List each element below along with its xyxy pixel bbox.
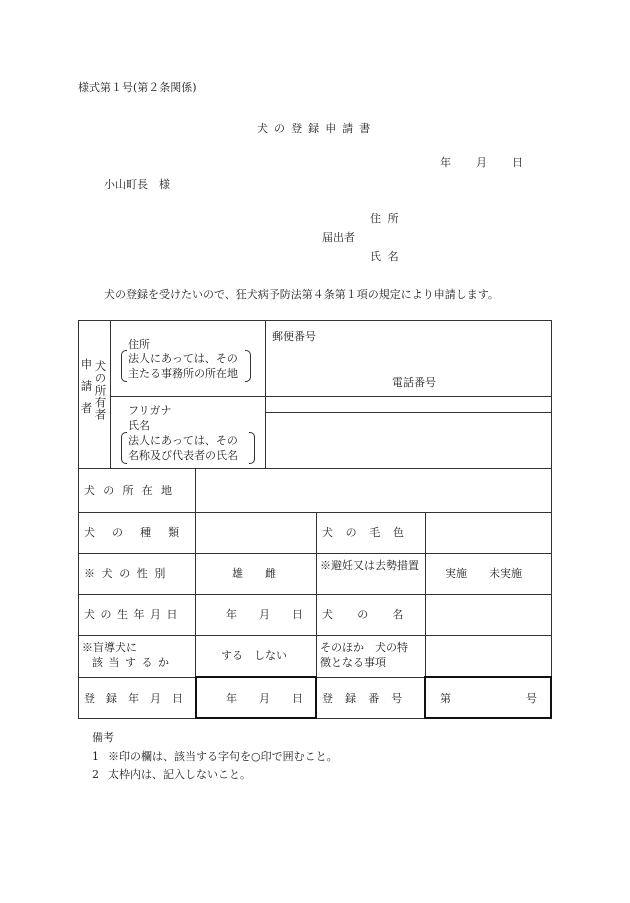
- remarks-item-1-num: 1: [92, 750, 99, 763]
- remarks-heading: 備考: [92, 731, 114, 744]
- notifier-address-label: 住所: [370, 212, 406, 225]
- notifier-name-label: 氏名: [370, 250, 406, 263]
- address-note: 法人にあっては、その主たる事務所の所在地: [128, 352, 238, 380]
- name-label: 氏名: [128, 419, 150, 432]
- guide-dog-options: する しない: [221, 649, 287, 662]
- registration-date-label: 登録年月日: [84, 692, 194, 705]
- registration-number-prefix: 第: [440, 692, 451, 705]
- address-note-bracket-left: [121, 350, 127, 382]
- furigana-label: フリガナ: [128, 404, 172, 417]
- neuter-label: ※避妊又は去勢措置: [320, 559, 419, 572]
- birth-date-placeholder: 年 月 日: [226, 608, 303, 621]
- notifier-label: 届出者: [322, 231, 355, 244]
- name-note-bracket-right: [249, 432, 255, 464]
- registration-number-label: 登録番号: [322, 692, 415, 705]
- statement: 犬の登録を受けたいので、狂犬病予防法第４条第１項の規定により申請します。: [104, 288, 499, 301]
- remarks-item-2-text: 太枠内は、記入しないこと。: [108, 768, 251, 781]
- owner-label: 犬の所有者: [93, 360, 108, 421]
- dog-location-label: 犬の所在地: [84, 484, 181, 497]
- address-note-bracket-right: [245, 350, 251, 382]
- neuter-options: 実施 未実施: [445, 567, 522, 580]
- dog-name-label: 犬の名: [322, 608, 428, 621]
- remarks-item-1-text: ※印の欄は、該当する字句を○印で囲むこと。: [108, 750, 338, 763]
- dog-birthdate-label: 犬の生年月日: [84, 608, 183, 621]
- applicant-label: 申請者: [79, 358, 94, 424]
- name-note: 法人にあっては、その名称及び代表者の氏名: [128, 434, 238, 462]
- dog-color-label: 犬の毛色: [322, 526, 417, 539]
- addressee: 小山町長 様: [104, 178, 170, 191]
- form-title: 犬の登録申請書: [257, 122, 377, 135]
- other-features-label-line1: そのほか 犬の特: [320, 641, 408, 654]
- sex-options: 雄 雌: [232, 567, 276, 580]
- name-note-bracket-left: [121, 432, 127, 464]
- form-number: 様式第１号(第２条関係): [78, 81, 197, 94]
- date-day-label: 日: [512, 156, 523, 169]
- registration-date-placeholder: 年 月 日: [226, 692, 303, 705]
- other-features-label-line2: 徴となる事項: [320, 656, 386, 669]
- postal-code-label: 郵便番号: [272, 330, 316, 343]
- guide-dog-label-line2: 該当するか: [92, 656, 175, 669]
- date-month-label: 月: [476, 156, 487, 169]
- phone-label: 電話番号: [392, 376, 436, 389]
- remarks-item-2-num: 2: [92, 768, 99, 781]
- dog-breed-label: 犬の種類: [84, 526, 197, 539]
- date-year-label: 年: [440, 156, 451, 169]
- registration-number-suffix: 号: [526, 692, 537, 705]
- guide-dog-label-line1: ※盲導犬に: [82, 641, 137, 654]
- address-label: 住所: [128, 338, 150, 351]
- dog-sex-label: ※犬の性別: [84, 567, 172, 580]
